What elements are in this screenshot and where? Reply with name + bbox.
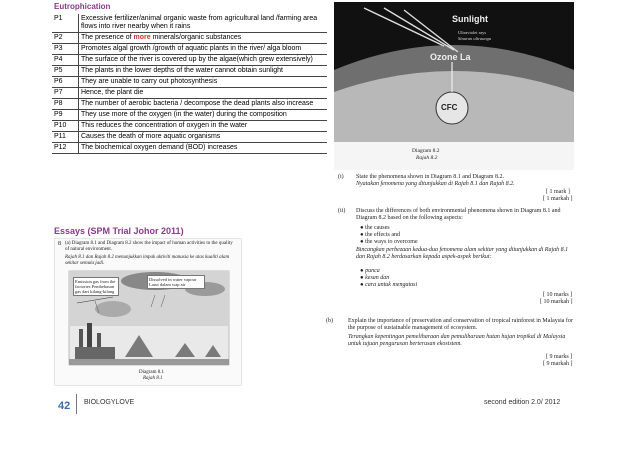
qi-number: (i) — [338, 174, 344, 180]
point-row — [52, 33, 327, 44]
qii-marks-my: [ 10 markah ] — [540, 299, 573, 305]
caption-rajah-8-1: Rajah 8.1 — [143, 376, 163, 381]
point-text: They are unable to carry out photosynthesis — [79, 77, 328, 88]
point-code: P4 — [52, 55, 79, 66]
qii-number: (ii) — [338, 208, 346, 214]
qii-bullet-3: ● the ways to overcome — [360, 239, 418, 245]
qii-text-my: Bincangkan perbezaan kedua-dua fenomena alam sekitar yang ditunjukkan di Rajah 8.1 dan Rajah 8.2 berdasarkan kepada aspek-aspek berikut: — [356, 247, 569, 260]
point-text-pre: The presence of — [81, 34, 134, 41]
qb-number: (b) — [326, 318, 333, 324]
point-text: Hence, the plant die — [79, 88, 328, 99]
point-row — [52, 77, 327, 88]
point-text-post: minerals/organic substances — [150, 34, 242, 41]
q8-number: 8 — [58, 241, 61, 247]
qb-marks-my: [ 9 markah ] — [543, 361, 573, 367]
qb-text-en: Explain the importance of preservation and conservation of tropical rainforest in Malaysia for the purpose of sustainable management of ecosystem. — [348, 318, 573, 331]
label-sunlight: Sunlight — [452, 14, 488, 24]
point-text: This reduces the concentration of oxygen in the water — [79, 121, 328, 132]
caption-rajah-8-2: Rajah 8.2 — [416, 155, 438, 161]
point-code: P2 — [52, 33, 79, 44]
point-code: P3 — [52, 44, 79, 55]
point-text: The number of aerobic bacteria / decompose the dead plants also increase — [79, 99, 328, 110]
point-row — [52, 44, 327, 55]
qb-text-my: Terangkan kepentingan pemeliharaan dan pemuliharaan hutan hujan tropikal di Malaysia untuk tujuan pengurusan berterusan ekosistem. — [348, 334, 566, 347]
page-number: 42 — [58, 400, 71, 412]
pollution-illustration — [55, 239, 241, 385]
diagram-8-1-scan — [54, 238, 242, 386]
qi-marks-my: [ 1 markah ] — [543, 196, 573, 202]
point-row — [52, 66, 327, 77]
point-row — [52, 14, 327, 33]
caption-diagram-8-2: Diagram 8.2 — [412, 148, 440, 154]
point-code: P5 — [52, 66, 79, 77]
point-code: P12 — [52, 143, 79, 154]
point-code: P1 — [52, 14, 79, 33]
label-dissolved: Dissolved in water vapour Larut dalam wap air — [147, 275, 205, 289]
qii-bullet-my-1: ● punca — [360, 268, 380, 274]
point-text: They use more of the oxygen (in the water) during the composition — [79, 110, 328, 121]
point-code: P7 — [52, 88, 79, 99]
point-text: The biochemical oxygen demand (BOD) increases — [79, 143, 328, 154]
point-row — [52, 110, 327, 121]
qii-bullet-my-2: ● kesan dan — [360, 275, 390, 281]
caption-diagram-8-1: Diagram 8.1 — [139, 370, 164, 375]
point-row — [52, 121, 327, 132]
label-uv-my: Sinaran ultraungu — [458, 36, 492, 41]
qii-bullet-2: ● the effects and — [360, 232, 400, 238]
label-cfc: CFC — [441, 103, 458, 112]
section-title: Eutrophication — [54, 2, 111, 11]
point-code: P9 — [52, 110, 79, 121]
point-row — [52, 143, 327, 154]
point-text-highlight: more — [133, 34, 151, 41]
qii-text-en: Discuss the differences of both environmental phenomena shown in Diagram 8.1 and Diagram 8.2 based on the following aspects: — [356, 208, 561, 221]
point-row — [52, 88, 327, 99]
qi-text-en: State the phenomena shown in Diagram 8.1 and Diagram 8.2. — [356, 174, 504, 180]
qii-marks-en: [ 10 marks ] — [543, 292, 573, 298]
q8-text-en: (a) Diagram 8.1 and Diagram 8.2 show the impact of human activities to the quality of natural environment. — [65, 241, 233, 252]
qii-bullet-my-3: ● cara untuk mengatasi — [360, 282, 418, 288]
point-text — [79, 33, 328, 44]
qi-text-my: Nyatakan fenomena yang ditunjukkan di Rajah 8.1 dan Rajah 8.2. — [356, 181, 515, 187]
point-text: The plants in the lower depths of the water cannot obtain sunlight — [79, 66, 328, 77]
point-text: Excessive fertilizer/animal organic waste from agricultural land /farming area flows into river nearby when it rains — [79, 14, 328, 33]
point-text: Promotes algal growth /growth of aquatic plants in the river/ alga bloom — [79, 44, 328, 55]
label-emission-gas: Emission gas from the factories Pembebasan gas dari kilang-kilang — [73, 277, 119, 296]
q8-text-my: Rajah 8.1 dan Rajah 8.2 menunjukkan impak aktiviti manusia ke atas kualiti alam sekitar semula jadi. — [65, 255, 230, 266]
point-code: P11 — [52, 132, 79, 143]
footer-left-text: BIOLOGYLOVE — [84, 399, 135, 406]
point-text: Causes the death of more aquatic organisms — [79, 132, 328, 143]
point-code: P6 — [52, 77, 79, 88]
footer-right-text: second edition 2.0/ 2012 — [484, 399, 561, 406]
diagram-8-2-scan — [334, 2, 574, 170]
points-table — [52, 14, 327, 154]
point-code: P8 — [52, 99, 79, 110]
qii-bullet-1: ● the causes — [360, 225, 390, 231]
point-text: The surface of the river is covered up by the algae(which grew extensively) — [79, 55, 328, 66]
ozone-illustration — [334, 2, 574, 170]
label-ozone: Ozone La — [430, 52, 471, 62]
qb-marks-en: [ 9 marks ] — [546, 354, 573, 360]
point-code: P10 — [52, 121, 79, 132]
essays-heading: Essays (SPM Trial Johor 2011) — [54, 226, 184, 236]
label-uv-en: Ultraviolet rays — [458, 30, 487, 35]
point-row — [52, 132, 327, 143]
point-row — [52, 55, 327, 66]
qi-marks-en: [ 1 mark ] — [546, 189, 570, 195]
point-row — [52, 99, 327, 110]
footer-divider — [76, 394, 77, 414]
